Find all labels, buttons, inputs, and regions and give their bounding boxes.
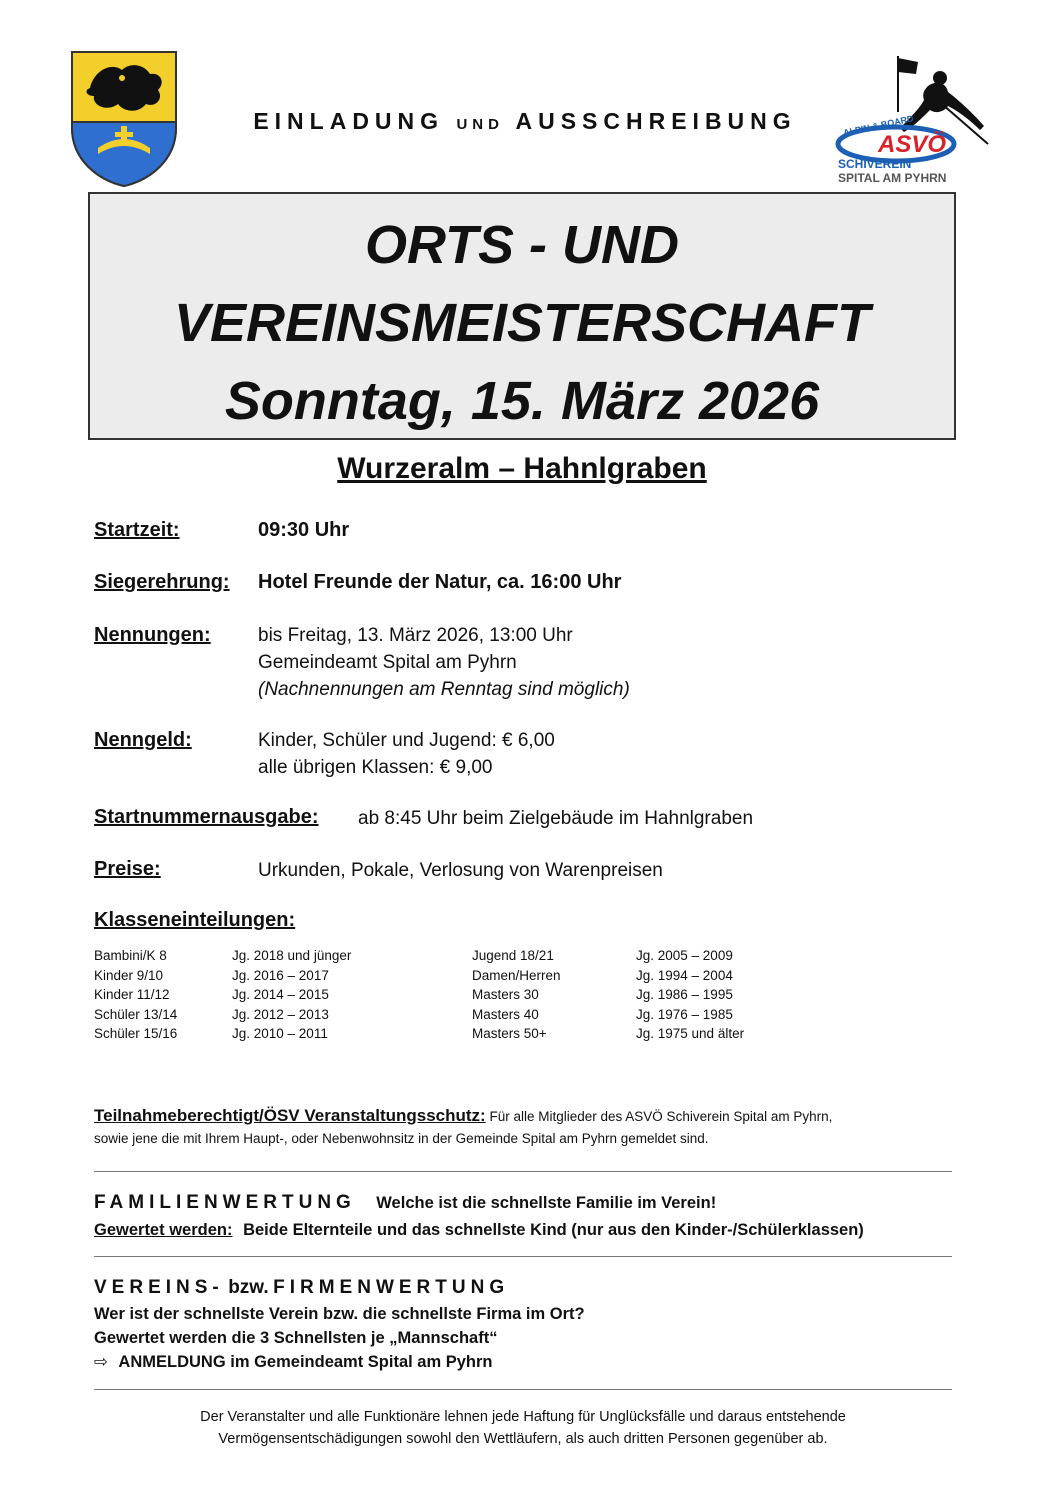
family-rule-row — [94, 1218, 864, 1242]
club-line3: ANMELDUNG im Gemeindeamt Spital am Pyhrn — [118, 1353, 493, 1371]
class-names-left — [94, 946, 177, 1044]
eligibility-text1: Für alle Mitglieder des ASVÖ Schiverein Spital am Pyhrn, — [489, 1109, 833, 1124]
class-name: Schüler 13/14 — [94, 1006, 178, 1022]
class-years: Jg. 1986 – 1995 — [636, 987, 733, 1003]
club-heading-1: VEREINS- — [94, 1277, 224, 1298]
nenngeld-line1: Kinder, Schüler und Jugend: € 6,00 — [258, 730, 555, 751]
startnummern-label: Startnummernausgabe: — [94, 806, 319, 828]
class-name: Masters 30 — [472, 987, 539, 1003]
startzeit-label: Startzeit: — [94, 519, 180, 541]
nenngeld-label: Nenngeld: — [94, 729, 192, 751]
club-line2: Gewertet werden die 3 Schnellsten je „Mannschaft“ — [94, 1329, 498, 1347]
title-box — [88, 192, 956, 440]
logo-badge: ALPIN & BOARD — [842, 113, 915, 138]
club-heading-row — [94, 1276, 509, 1300]
logo-line2: SPITAL AM PYHRN — [838, 171, 947, 185]
disclaimer-line1: Der Veranstalter und alle Funktionäre lehnen jede Haftung für Unglücksfälle und daraus entstehende — [200, 1409, 846, 1425]
divider — [94, 1171, 952, 1172]
siegerehrung-value: Hotel Freunde der Natur, ca. 16:00 Uhr — [258, 571, 622, 593]
family-heading: FAMILIENWERTUNG — [94, 1192, 356, 1213]
class-years-right — [636, 946, 744, 1044]
class-years: Jg. 1975 und älter — [636, 1026, 745, 1042]
family-heading-row — [94, 1191, 716, 1215]
startnummern-value: ab 8:45 Uhr beim Zielgebäude im Hahnlgraben — [358, 808, 754, 829]
club-registration-row — [94, 1350, 493, 1374]
disclaimer-line2: Vermögensentschädigungen sowohl den Wettläufern, als auch dritten Personen gegenüber ab. — [218, 1431, 828, 1447]
club-line1: Wer ist der schnellste Verein bzw. die schnellste Firma im Ort? — [94, 1305, 585, 1323]
logo-line1: SCHIVEREIN — [838, 157, 912, 171]
coat-of-arms-icon — [68, 48, 180, 188]
family-text: Beide Elternteile und das schnellste Kind (nur aus den Kinder-/Schülerklassen) — [243, 1221, 864, 1239]
location-heading: Wurzeralm – Hahnlgraben — [337, 452, 707, 485]
nennungen-line3: (Nachnennungen am Renntag sind möglich) — [258, 679, 630, 700]
class-years: Jg. 2014 – 2015 — [232, 987, 329, 1003]
nenngeld-line2: alle übrigen Klassen: € 9,00 — [258, 757, 493, 778]
eligibility-text2: sowie jene die mit Ihrem Haupt-, oder Nebenwohnsitz in der Gemeinde Spital am Pyhrn gemeldet sind. — [94, 1131, 709, 1146]
class-name: Damen/Herren — [472, 967, 561, 983]
family-question: Welche ist die schnellste Familie im Verein! — [376, 1194, 717, 1212]
class-name: Kinder 9/10 — [94, 967, 164, 983]
club-heading-3: FIRMENWERTUNG — [273, 1277, 510, 1298]
header-title — [180, 108, 870, 135]
nennungen-line2: Gemeindeamt Spital am Pyhrn — [258, 652, 517, 673]
class-years: Jg. 2016 – 2017 — [232, 967, 329, 983]
startzeit-value: 09:30 Uhr — [258, 519, 350, 541]
preise-value: Urkunden, Pokale, Verlosung von Warenpreisen — [258, 860, 663, 881]
nennungen-value — [258, 622, 630, 703]
nennungen-label: Nennungen: — [94, 624, 211, 646]
disclaimer — [94, 1406, 952, 1450]
preise-label: Preise: — [94, 858, 161, 880]
class-name: Jugend 18/21 — [472, 948, 554, 963]
nenngeld-value — [258, 727, 555, 781]
eligibility-label: Teilnahmeberechtigt/ÖSV Veranstaltungsschutz: — [94, 1106, 486, 1125]
eligibility-section — [94, 1105, 964, 1150]
klassen-label: Klasseneinteilungen: — [94, 909, 296, 931]
class-years-left — [232, 946, 351, 1044]
title-date: Sonntag, 15. März 2026 — [224, 371, 820, 431]
class-years: Jg. 1994 – 2004 — [636, 967, 733, 983]
class-years: Jg. 2018 und jünger — [232, 948, 352, 963]
class-name: Masters 50+ — [472, 1026, 547, 1042]
divider — [94, 1256, 952, 1257]
siegerehrung-label: Siegerehrung: — [94, 571, 230, 593]
club-logo-icon — [832, 52, 990, 186]
class-name: Schüler 15/16 — [94, 1026, 178, 1042]
class-years: Jg. 2010 – 2011 — [232, 1026, 328, 1042]
header-title-and: UND — [456, 116, 504, 133]
class-names-right — [472, 946, 561, 1044]
club-heading-2: bzw. — [228, 1277, 269, 1298]
arrow-right-icon: ⇨ — [94, 1353, 108, 1371]
class-years: Jg. 1976 – 1985 — [636, 1006, 733, 1022]
logo-brand: ASVÖ — [878, 131, 947, 158]
header-title-announcement: AUSSCHREIBUNG — [515, 108, 797, 134]
class-name: Kinder 11/12 — [94, 987, 170, 1003]
header-title-invitation: EINLADUNG — [253, 108, 445, 134]
nennungen-line1: bis Freitag, 13. März 2026, 13:00 Uhr — [258, 625, 573, 646]
class-name: Bambini/K 8 — [94, 948, 167, 963]
class-years: Jg. 2005 – 2009 — [636, 948, 733, 963]
title-line-1: ORTS - UND — [364, 215, 679, 275]
class-years: Jg. 2012 – 2013 — [232, 1006, 329, 1022]
title-line-2: VEREINSMEISTERSCHAFT — [173, 293, 871, 353]
divider — [94, 1389, 952, 1390]
family-label: Gewertet werden: — [94, 1221, 233, 1239]
class-name: Masters 40 — [472, 1006, 539, 1022]
